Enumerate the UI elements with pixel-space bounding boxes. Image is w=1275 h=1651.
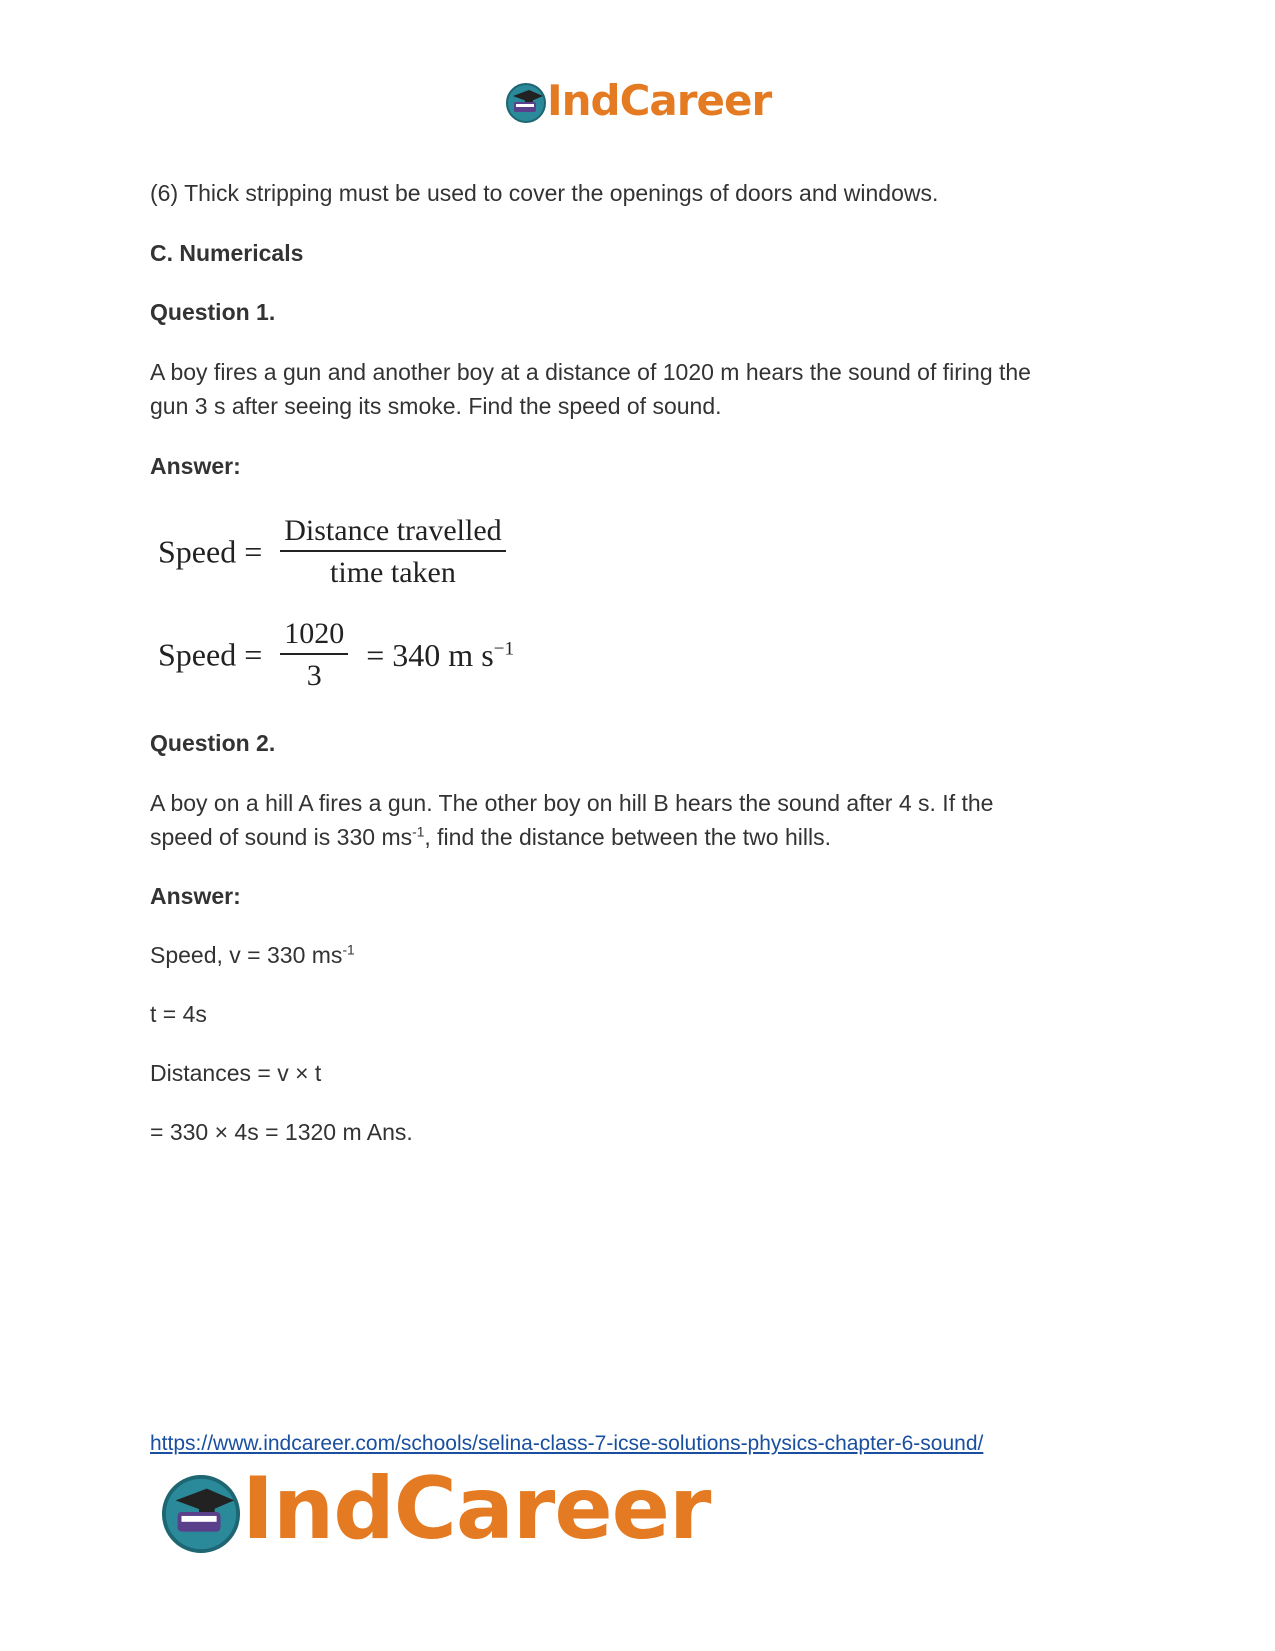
formula2-result bbox=[366, 637, 514, 673]
fraction-bar bbox=[280, 653, 348, 655]
answer-speed bbox=[150, 938, 355, 972]
fraction-bar bbox=[280, 550, 505, 552]
section-heading: C. Numericals bbox=[150, 240, 304, 266]
question-2-text-a: speed of sound is 330 ms bbox=[150, 824, 413, 850]
question-2-text-line2 bbox=[150, 820, 831, 854]
answer-speed-text: Speed, v = 330 ms bbox=[150, 942, 343, 968]
header-logo-text: IndCareer bbox=[547, 76, 772, 125]
question-1-answer-label: Answer: bbox=[150, 453, 241, 479]
formula1-denominator: time taken bbox=[330, 556, 456, 589]
answer-distance-formula: Distances = v × t bbox=[150, 1060, 322, 1086]
speed-formula bbox=[158, 514, 506, 590]
question-2-text-line1: A boy on a hill A fires a gun. The other boy on hill B hears the sound after 4 s. If the bbox=[150, 790, 994, 816]
answer-time: t = 4s bbox=[150, 1001, 207, 1027]
formula2-numerator: 1020 bbox=[284, 617, 345, 650]
formula1-fraction bbox=[280, 514, 505, 590]
formula2-denominator: 3 bbox=[306, 659, 322, 692]
question-1-text-line2: gun 3 s after seeing its smoke. Find the speed of sound. bbox=[150, 393, 722, 419]
question-2-heading: Question 2. bbox=[150, 730, 276, 756]
question-2-text-b: , find the distance between the two hills. bbox=[424, 824, 831, 850]
formula2-result-text: = 340 m s bbox=[366, 636, 494, 673]
formula1-left: Speed = bbox=[158, 533, 263, 570]
formula2-left: Speed = bbox=[158, 636, 263, 673]
footer-logo-text: IndCareer bbox=[242, 1459, 711, 1559]
formula2-exponent: −1 bbox=[493, 637, 515, 659]
globe-graduate-icon bbox=[160, 1473, 242, 1555]
question-2-answer-label: Answer: bbox=[150, 883, 241, 909]
speed-calculation bbox=[158, 617, 514, 693]
paragraph-6: (6) Thick stripping must be used to cover the openings of doors and windows. bbox=[150, 180, 939, 206]
answer-speed-superscript: -1 bbox=[342, 942, 355, 958]
question-1-text-line1: A boy fires a gun and another boy at a distance of 1020 m hears the sound of firing the bbox=[150, 359, 1031, 385]
globe-graduate-icon bbox=[505, 82, 547, 124]
formula1-numerator: Distance travelled bbox=[284, 514, 502, 547]
question-1-heading: Question 1. bbox=[150, 299, 276, 325]
source-link[interactable]: https://www.indcareer.com/schools/selina-class-7-icse-solutions-physics-chapter-6-sound/ bbox=[150, 1432, 984, 1455]
question-2-superscript: -1 bbox=[412, 824, 425, 840]
answer-result: = 330 × 4s = 1320 m Ans. bbox=[150, 1119, 413, 1145]
formula2-fraction bbox=[280, 617, 348, 693]
